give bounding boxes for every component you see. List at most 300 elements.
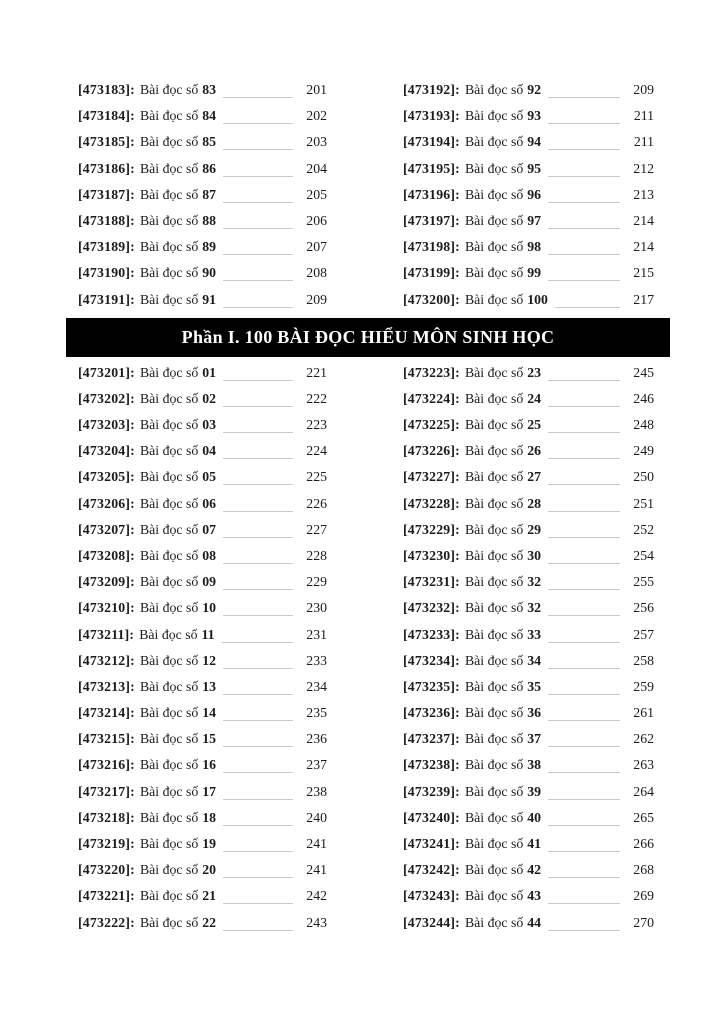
entry-page-number: 223 (306, 417, 327, 433)
entry-id: [473236]: (403, 705, 460, 721)
entry-id: [473240]: (403, 809, 460, 825)
entry-id: [473199]: (403, 265, 460, 281)
toc-entry (403, 648, 654, 674)
toc-entry (78, 621, 327, 647)
entry-page-number: 258 (633, 652, 654, 668)
toc-entry (78, 129, 327, 155)
toc-entry (403, 621, 654, 647)
toc-entry (403, 569, 654, 595)
entry-number: 40 (527, 809, 542, 825)
entry-number: 32 (527, 574, 542, 590)
entry-number: 04 (202, 443, 217, 459)
entry-number: 38 (527, 757, 542, 773)
entry-page-number: 268 (633, 862, 654, 878)
toc-entry (403, 700, 654, 726)
leader-line (548, 919, 620, 931)
toc-entry (403, 208, 654, 234)
entry-number: 44 (527, 914, 542, 930)
leader-line (548, 500, 620, 512)
toc-entry (78, 234, 327, 260)
entry-page-number: 224 (306, 443, 327, 459)
leader-line (548, 191, 620, 203)
entry-number: 99 (527, 265, 542, 281)
leader-line (223, 165, 293, 177)
entry-number: 18 (202, 809, 217, 825)
entry-page-number: 211 (633, 108, 654, 124)
entry-page-number: 250 (633, 469, 654, 485)
entry-page-number: 246 (633, 390, 654, 406)
entry-page-number: 234 (306, 678, 327, 694)
toc-entry (78, 287, 327, 313)
entry-number: 85 (202, 134, 217, 150)
entry-page-number: 204 (306, 160, 327, 176)
entry-id: [473226]: (403, 443, 460, 459)
entry-id: [473205]: (78, 469, 135, 485)
entry-number: 36 (527, 705, 542, 721)
entry-number: 33 (527, 626, 542, 642)
toc-entry (403, 182, 654, 208)
entry-page-number: 235 (306, 705, 327, 721)
entry-number: 17 (202, 783, 217, 799)
entry-label: Bài đọc số (464, 652, 524, 668)
entry-id: [473220]: (78, 862, 135, 878)
entry-label: Bài đọc số (464, 134, 524, 150)
entry-id: [473233]: (403, 626, 460, 642)
toc-entry (403, 464, 654, 490)
entry-id: [473189]: (78, 239, 135, 255)
entry-id: [473229]: (403, 521, 460, 537)
entry-page-number: 213 (633, 186, 654, 202)
entry-number: 03 (202, 417, 217, 433)
toc-entry (403, 287, 654, 313)
toc-section-top (78, 77, 724, 313)
entry-id: [473216]: (78, 757, 135, 773)
leader-line (223, 578, 293, 590)
leader-line (223, 604, 293, 616)
leader-line (548, 447, 620, 459)
entry-label: Bài đọc số (139, 134, 199, 150)
entry-page-number: 242 (306, 888, 327, 904)
entry-id: [473242]: (403, 862, 460, 878)
entry-number: 29 (527, 521, 542, 537)
entry-id: [473207]: (78, 521, 135, 537)
entry-number: 97 (527, 213, 542, 229)
entry-number: 88 (202, 213, 217, 229)
entry-id: [473224]: (403, 390, 460, 406)
entry-label: Bài đọc số (464, 600, 524, 616)
entry-label: Bài đọc số (139, 757, 199, 773)
entry-label: Bài đọc số (139, 809, 199, 825)
entry-label: Bài đọc số (464, 731, 524, 747)
entry-number: 93 (527, 108, 542, 124)
entry-label: Bài đọc số (139, 213, 199, 229)
entry-number: 09 (202, 574, 217, 590)
leader-line (548, 243, 620, 255)
entry-page-number: 270 (633, 914, 654, 930)
entry-number: 27 (527, 469, 542, 485)
entry-number: 07 (202, 521, 217, 537)
entry-id: [473213]: (78, 678, 135, 694)
entry-id: [473217]: (78, 783, 135, 799)
entry-id: [473184]: (78, 108, 135, 124)
entry-page-number: 245 (633, 364, 654, 380)
leader-line (223, 395, 293, 407)
entry-label: Bài đọc số (139, 521, 199, 537)
leader-line (223, 296, 293, 308)
entry-label: Bài đọc số (464, 239, 524, 255)
entry-label: Bài đọc số (139, 888, 199, 904)
entry-page-number: 241 (306, 862, 327, 878)
toc-entry (78, 910, 327, 936)
toc-column-top-right (403, 77, 654, 313)
entry-number: 21 (202, 888, 217, 904)
entry-label: Bài đọc số (139, 443, 199, 459)
toc-column-bottom-left (78, 360, 327, 936)
toc-entry (78, 543, 327, 569)
leader-line (548, 814, 620, 826)
entry-label: Bài đọc số (464, 836, 524, 852)
toc-entry (403, 129, 654, 155)
entry-id: [473208]: (78, 547, 135, 563)
toc-entry (78, 805, 327, 831)
entry-page-number: 248 (633, 417, 654, 433)
leader-line (548, 112, 620, 124)
entry-id: [473238]: (403, 757, 460, 773)
entry-page-number: 209 (633, 82, 654, 98)
leader-line (223, 840, 293, 852)
entry-page-number: 263 (633, 757, 654, 773)
entry-id: [473195]: (403, 160, 460, 176)
toc-entry (78, 412, 327, 438)
leader-line (223, 552, 293, 564)
leader-line (548, 866, 620, 878)
entry-number: 32 (527, 600, 542, 616)
entry-id: [473194]: (403, 134, 460, 150)
toc-entry (78, 857, 327, 883)
entry-page-number: 243 (306, 914, 327, 930)
entry-id: [473241]: (403, 836, 460, 852)
entry-label: Bài đọc số (464, 547, 524, 563)
toc-entry (403, 103, 654, 129)
toc-entry (403, 674, 654, 700)
leader-line (223, 526, 293, 538)
entry-page-number: 241 (306, 836, 327, 852)
entry-number: 11 (201, 626, 215, 642)
entry-label: Bài đọc số (464, 495, 524, 511)
leader-line (223, 788, 293, 800)
part-heading-text: Phần I. 100 BÀI ĐỌC HIỂU MÔN SINH HỌC (181, 326, 555, 347)
leader-line (223, 217, 293, 229)
entry-number: 90 (202, 265, 217, 281)
leader-line (223, 657, 293, 669)
entry-label: Bài đọc số (139, 574, 199, 590)
entry-id: [473206]: (78, 495, 135, 511)
leader-line (223, 735, 293, 747)
entry-id: [473193]: (403, 108, 460, 124)
leader-line (548, 709, 620, 721)
toc-entry (78, 182, 327, 208)
toc-entry (403, 517, 654, 543)
entry-id: [473235]: (403, 678, 460, 694)
entry-number: 02 (202, 390, 217, 406)
entry-number: 08 (202, 547, 217, 563)
toc-entry (78, 752, 327, 778)
entry-page-number: 265 (633, 809, 654, 825)
entry-label: Bài đọc số (139, 705, 199, 721)
leader-line (548, 526, 620, 538)
entry-page-number: 262 (633, 731, 654, 747)
leader-line (548, 735, 620, 747)
entry-id: [473212]: (78, 652, 135, 668)
toc-entry (78, 438, 327, 464)
entry-id: [473243]: (403, 888, 460, 904)
entry-id: [473200]: (403, 291, 460, 307)
leader-line (223, 421, 293, 433)
entry-number: 23 (527, 364, 542, 380)
entry-number: 98 (527, 239, 542, 255)
toc-entry (78, 779, 327, 805)
entry-number: 91 (202, 291, 217, 307)
entry-page-number: 229 (306, 574, 327, 590)
leader-line (548, 473, 620, 485)
entry-id: [473209]: (78, 574, 135, 590)
toc-column-top-left (78, 77, 327, 313)
entry-page-number: 227 (306, 521, 327, 537)
entry-label: Bài đọc số (464, 574, 524, 590)
toc-entry (403, 260, 654, 286)
leader-line (548, 395, 620, 407)
entry-page-number: 251 (633, 495, 654, 511)
leader-line (223, 112, 293, 124)
entry-page-number: 249 (633, 443, 654, 459)
entry-number: 25 (527, 417, 542, 433)
entry-id: [473201]: (78, 364, 135, 380)
entry-page-number: 225 (306, 469, 327, 485)
entry-label: Bài đọc số (139, 862, 199, 878)
leader-line (548, 788, 620, 800)
entry-id: [473232]: (403, 600, 460, 616)
toc-entry (78, 386, 327, 412)
entry-id: [473222]: (78, 914, 135, 930)
entry-page-number: 236 (306, 731, 327, 747)
entry-number: 30 (527, 547, 542, 563)
toc-section-bottom (78, 360, 724, 936)
leader-line (223, 138, 293, 150)
entry-label: Bài đọc số (139, 160, 199, 176)
entry-id: [473197]: (403, 213, 460, 229)
entry-number: 95 (527, 160, 542, 176)
entry-number: 87 (202, 186, 217, 202)
entry-label: Bài đọc số (464, 364, 524, 380)
entry-label: Bài đọc số (139, 626, 198, 642)
entry-label: Bài đọc số (139, 914, 199, 930)
toc-entry (403, 491, 654, 517)
entry-id: [473185]: (78, 134, 135, 150)
toc-entry (78, 208, 327, 234)
toc-entry (403, 883, 654, 909)
toc-entry (403, 910, 654, 936)
entry-number: 34 (527, 652, 542, 668)
entry-label: Bài đọc số (139, 547, 199, 563)
leader-line (548, 552, 620, 564)
toc-entry (403, 831, 654, 857)
entry-label: Bài đọc số (464, 265, 524, 281)
leader-line (223, 500, 293, 512)
entry-id: [473234]: (403, 652, 460, 668)
entry-id: [473187]: (78, 186, 135, 202)
toc-entry (78, 260, 327, 286)
toc-entry (403, 779, 654, 805)
entry-label: Bài đọc số (139, 469, 199, 485)
leader-line (223, 919, 293, 931)
entry-page-number: 205 (306, 186, 327, 202)
entry-id: [473196]: (403, 186, 460, 202)
entry-label: Bài đọc số (464, 443, 524, 459)
entry-page-number: 226 (306, 495, 327, 511)
entry-number: 92 (527, 82, 542, 98)
toc-entry (403, 595, 654, 621)
entry-id: [473211]: (78, 626, 135, 642)
toc-entry (403, 156, 654, 182)
entry-number: 39 (527, 783, 542, 799)
entry-page-number: 203 (306, 134, 327, 150)
entry-label: Bài đọc số (139, 291, 199, 307)
toc-entry (403, 726, 654, 752)
entry-page-number: 206 (306, 213, 327, 229)
entry-page-number: 261 (633, 705, 654, 721)
toc-entry (403, 438, 654, 464)
entry-page-number: 254 (633, 547, 654, 563)
leader-line (548, 892, 620, 904)
entry-id: [473204]: (78, 443, 135, 459)
toc-entry (78, 648, 327, 674)
leader-line (548, 840, 620, 852)
toc-entry (78, 700, 327, 726)
entry-id: [473191]: (78, 291, 135, 307)
entry-label: Bài đọc số (464, 108, 524, 124)
leader-line (548, 631, 620, 643)
entry-page-number: 269 (633, 888, 654, 904)
toc-entry (78, 360, 327, 386)
entry-page-number: 207 (306, 239, 327, 255)
entry-number: 10 (202, 600, 217, 616)
entry-label: Bài đọc số (464, 626, 524, 642)
entry-page-number: 211 (633, 134, 654, 150)
entry-label: Bài đọc số (464, 678, 524, 694)
toc-entry (78, 156, 327, 182)
toc-entry (78, 77, 327, 103)
entry-label: Bài đọc số (139, 678, 199, 694)
leader-line (548, 578, 620, 590)
entry-number: 28 (527, 495, 542, 511)
leader-line (223, 814, 293, 826)
entry-label: Bài đọc số (464, 888, 524, 904)
part-heading-banner (66, 318, 670, 356)
toc-entry (403, 412, 654, 438)
entry-number: 86 (202, 160, 217, 176)
entry-number: 22 (202, 914, 217, 930)
toc-entry (78, 883, 327, 909)
entry-number: 06 (202, 495, 217, 511)
entry-label: Bài đọc số (464, 82, 524, 98)
entry-number: 37 (527, 731, 542, 747)
entry-page-number: 233 (306, 652, 327, 668)
entry-label: Bài đọc số (139, 652, 199, 668)
entry-id: [473210]: (78, 600, 135, 616)
entry-id: [473230]: (403, 547, 460, 563)
entry-number: 14 (202, 705, 217, 721)
entry-number: 84 (202, 108, 217, 124)
toc-entry (78, 569, 327, 595)
entry-label: Bài đọc số (464, 291, 524, 307)
entry-number: 15 (202, 731, 217, 747)
entry-id: [473227]: (403, 469, 460, 485)
entry-label: Bài đọc số (464, 160, 524, 176)
entry-page-number: 257 (633, 626, 654, 642)
entry-label: Bài đọc số (139, 600, 199, 616)
entry-number: 26 (527, 443, 542, 459)
toc-entry (78, 831, 327, 857)
toc-entry (78, 726, 327, 752)
entry-id: [473203]: (78, 417, 135, 433)
leader-line (548, 165, 620, 177)
toc-entry (78, 464, 327, 490)
entry-page-number: 266 (633, 836, 654, 852)
leader-line (548, 269, 620, 281)
entry-page-number: 228 (306, 547, 327, 563)
toc-entry (78, 491, 327, 517)
entry-page-number: 238 (306, 783, 327, 799)
leader-line (548, 86, 620, 98)
entry-number: 13 (202, 678, 217, 694)
entry-id: [473218]: (78, 809, 135, 825)
leader-line (548, 761, 620, 773)
entry-id: [473214]: (78, 705, 135, 721)
entry-number: 01 (202, 364, 217, 380)
entry-page-number: 212 (633, 160, 654, 176)
entry-label: Bài đọc số (139, 186, 199, 202)
entry-number: 100 (527, 291, 548, 307)
entry-label: Bài đọc số (464, 521, 524, 537)
entry-number: 89 (202, 239, 217, 255)
toc-entry (403, 752, 654, 778)
entry-number: 20 (202, 862, 217, 878)
toc-column-bottom-right (403, 360, 654, 936)
entry-id: [473225]: (403, 417, 460, 433)
entry-label: Bài đọc số (139, 108, 199, 124)
entry-page-number: 214 (633, 213, 654, 229)
leader-line (548, 683, 620, 695)
entry-label: Bài đọc số (139, 495, 199, 511)
toc-entry (78, 517, 327, 543)
leader-line (548, 604, 620, 616)
entry-page-number: 201 (306, 82, 327, 98)
entry-label: Bài đọc số (464, 705, 524, 721)
entry-id: [473183]: (78, 82, 135, 98)
entry-page-number: 202 (306, 108, 327, 124)
entry-id: [473186]: (78, 160, 135, 176)
entry-page-number: 231 (306, 626, 327, 642)
entry-page-number: 230 (306, 600, 327, 616)
leader-line (223, 86, 293, 98)
entry-label: Bài đọc số (139, 82, 199, 98)
entry-id: [473237]: (403, 731, 460, 747)
entry-label: Bài đọc số (464, 783, 524, 799)
entry-id: [473188]: (78, 213, 135, 229)
entry-number: 12 (202, 652, 217, 668)
leader-line (223, 683, 293, 695)
entry-label: Bài đọc số (464, 757, 524, 773)
